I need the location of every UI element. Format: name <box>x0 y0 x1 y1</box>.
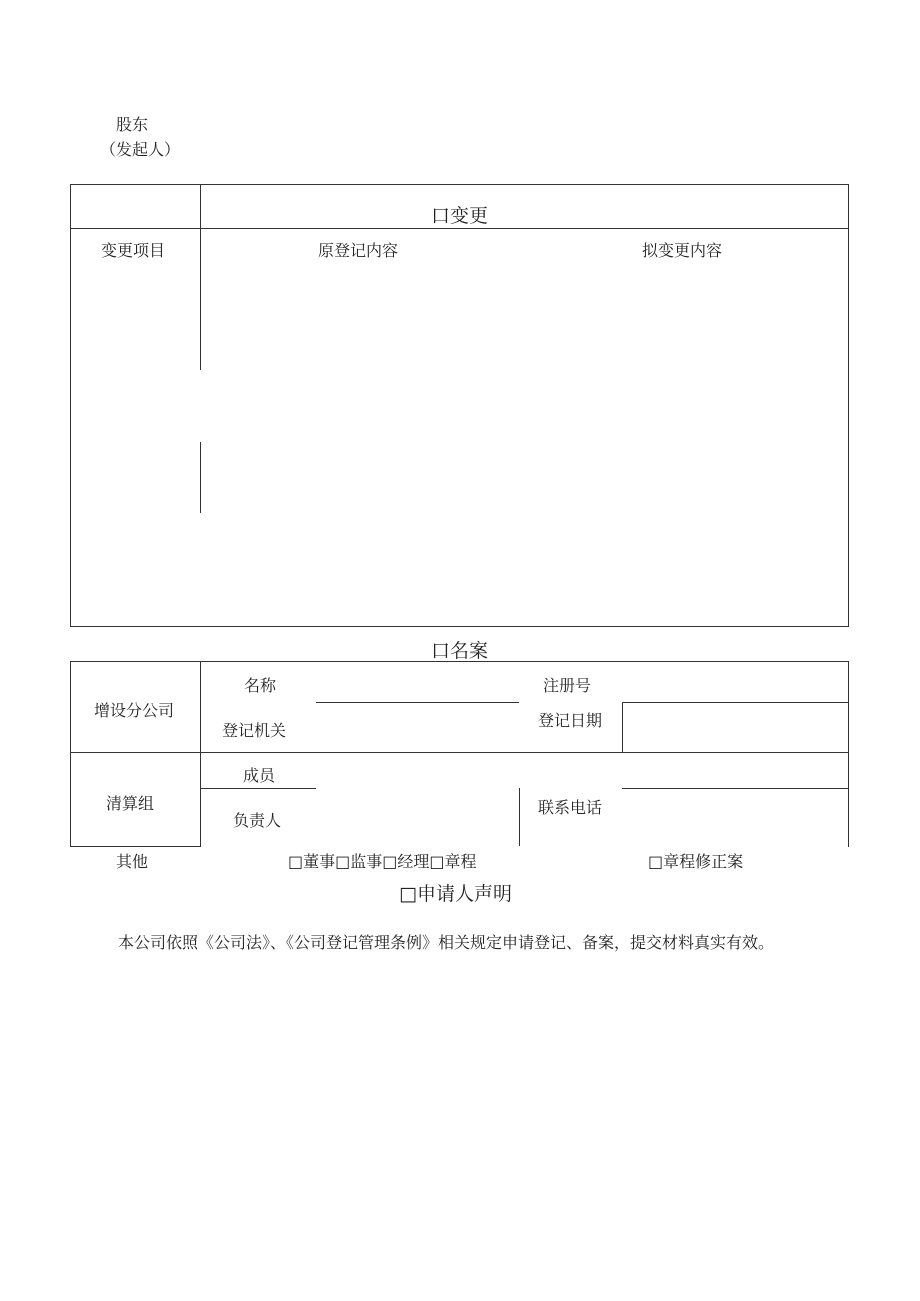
liquidation-phone-label: 联系电话 <box>538 798 603 817</box>
change-table-bottom-border <box>70 626 849 627</box>
branch-regno-field-line <box>622 702 849 703</box>
original-content-header: 原登记内容 <box>318 241 399 260</box>
liquidation-phone-divider <box>519 788 520 846</box>
liquidation-leader-label: 负责人 <box>233 811 282 830</box>
change-table-top-border <box>70 184 849 185</box>
filing-table-top-border <box>70 661 849 662</box>
branch-date-field-left-border <box>622 702 623 752</box>
filing-table-mid-border <box>70 752 849 753</box>
add-branch-label: 增设分公司 <box>94 701 175 720</box>
branch-regno-label: 注册号 <box>543 676 592 695</box>
filing-table-label-divider <box>200 661 201 847</box>
branch-name-field-line <box>316 702 519 703</box>
change-item-header: 变更项目 <box>101 241 166 260</box>
change-table-header-divider <box>70 228 849 229</box>
liquidation-member-divider <box>200 788 316 789</box>
promoter-label: （发起人） <box>100 140 181 159</box>
other-label: 其他 <box>116 852 149 871</box>
declaration-text: 本公司依照《公司法》、《公司登记管理条例》相关规定申请登记、备案，提交材料真实有效。 <box>118 933 775 952</box>
filing-table-right-border <box>848 661 849 847</box>
change-table-col-divider-lower <box>200 442 201 513</box>
declaration-title: □申请人声明 <box>399 883 512 905</box>
branch-regdate-label: 登记日期 <box>538 711 603 730</box>
liquidation-phone-field-line <box>622 788 849 789</box>
liquidation-members-label: 成员 <box>243 766 276 785</box>
liquidation-group-label: 清算组 <box>106 794 155 813</box>
shareholder-label: 股东 <box>116 115 149 134</box>
branch-name-label: 名称 <box>244 676 277 695</box>
filing-section-title: 口名案 <box>431 640 489 662</box>
change-section-title: 口变更 <box>431 205 489 227</box>
branch-authority-label: 登记机关 <box>222 721 287 740</box>
other-options-checkboxes: □董事□监事□经理□章程 <box>288 852 477 871</box>
change-table-right-border <box>848 184 849 626</box>
change-table-col-divider-upper <box>200 184 201 370</box>
charter-amendment-checkbox: □章程修正案 <box>648 852 744 871</box>
change-table-left-border <box>70 184 71 626</box>
new-content-header: 拟变更内容 <box>642 241 723 260</box>
filing-table-left-border <box>70 661 71 847</box>
liquidation-label-bottom-border <box>70 846 201 847</box>
